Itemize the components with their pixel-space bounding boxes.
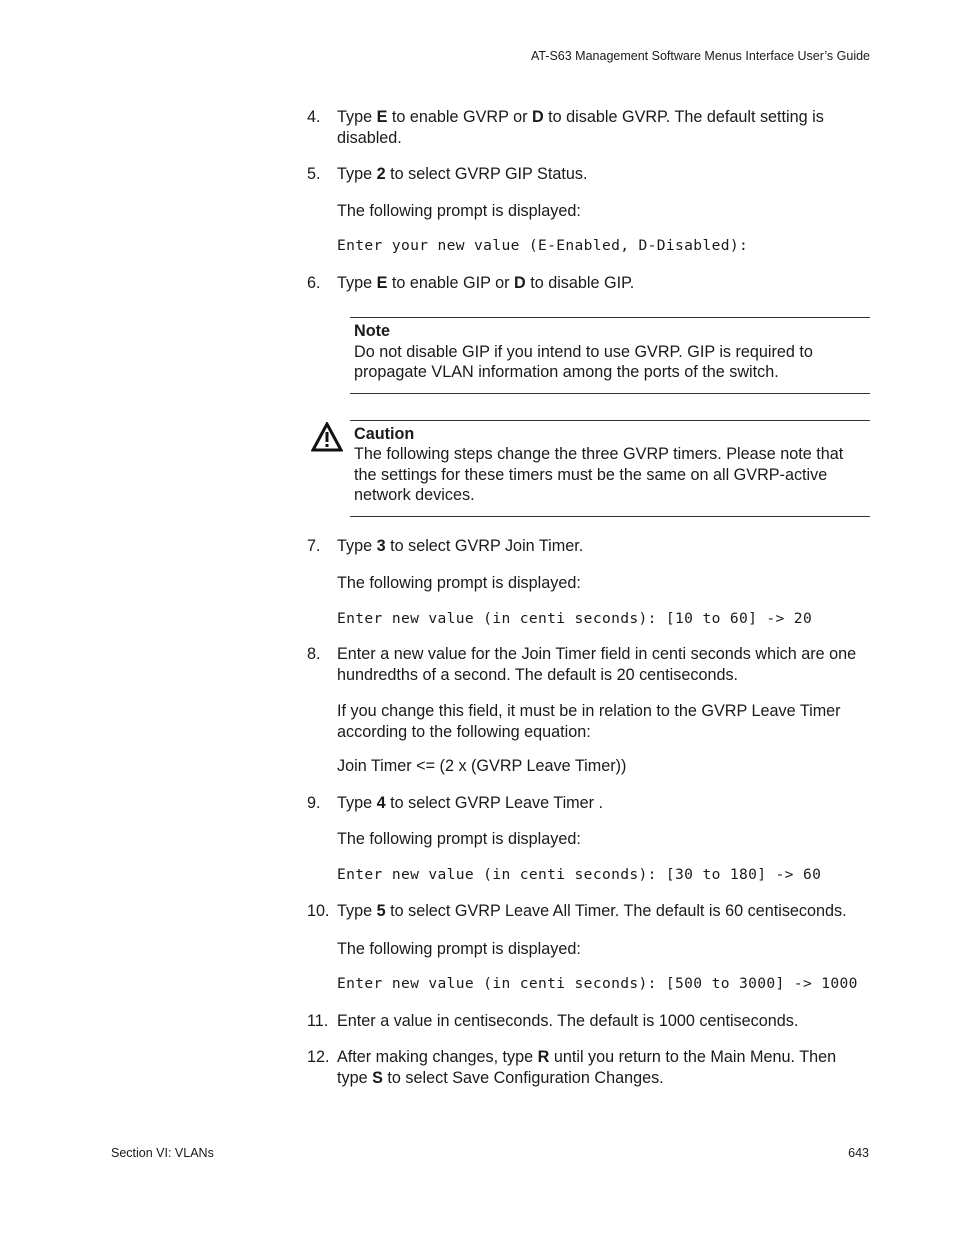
key-r: R xyxy=(537,1048,550,1066)
step-text: to select GVRP Leave Timer . xyxy=(385,793,604,812)
step-8 xyxy=(307,644,870,685)
running-header: AT-S63 Management Software Menus Interface User’s Guide xyxy=(530,49,870,63)
note-title: Note xyxy=(354,322,390,340)
step-text: to select GVRP Join Timer. xyxy=(385,536,584,555)
step-number: 6. xyxy=(307,273,321,292)
prompt-intro: The following prompt is displayed: xyxy=(337,201,581,220)
key-3: 3 xyxy=(376,536,386,555)
key-d: D xyxy=(531,108,544,126)
step-text: Type xyxy=(337,536,377,555)
warning-icon xyxy=(311,422,343,452)
step-number: 12. xyxy=(307,1048,330,1066)
step-text: to select GVRP GIP Status. xyxy=(385,165,588,183)
step-8-detail: If you change this field, it must be in relation to the GVRP Leave Timer according to the following equation: xyxy=(337,702,841,741)
caution-title: Caution xyxy=(354,424,415,443)
step-7 xyxy=(307,536,870,557)
page-number: 643 xyxy=(848,1146,869,1160)
step-5 xyxy=(307,164,870,185)
prompt-intro: The following prompt is displayed: xyxy=(337,939,581,958)
step-text: until you return to the Main Menu. Then type xyxy=(337,1048,837,1087)
step-text: to enable GIP or xyxy=(387,273,514,292)
step-text: to disable GIP. xyxy=(525,273,635,292)
key-e: E xyxy=(376,108,388,126)
step-number: 10. xyxy=(307,902,330,920)
note-text: Do not disable GIP if you intend to use GVRP. GIP is required to propagate VLAN information among the ports of the switch. xyxy=(354,342,813,381)
step-text: Type xyxy=(337,902,377,920)
caution-block xyxy=(307,420,870,517)
step-text: to select Save Configuration Changes. xyxy=(382,1068,664,1087)
step-number: 11. xyxy=(307,1011,329,1030)
step-10 xyxy=(307,901,870,922)
step-text: Type xyxy=(337,165,377,183)
step-number: 4. xyxy=(307,108,321,126)
footer-section: Section VI: VLANs xyxy=(111,1146,214,1160)
step-number: 9. xyxy=(307,793,321,812)
key-e: E xyxy=(376,273,388,292)
step-text: to select GVRP Leave All Timer. The default is 60 centiseconds. xyxy=(385,902,847,920)
step-12 xyxy=(307,1047,870,1088)
step-text: Type xyxy=(337,273,377,292)
caution-text: The following steps change the three GVRP timers. Please note that the settings for these timers must be the same on all GVRP-active network devices. xyxy=(354,445,844,504)
step-text: After making changes, type xyxy=(337,1048,538,1066)
step-number: 7. xyxy=(307,536,321,555)
note-box xyxy=(350,317,870,394)
step-text: Type xyxy=(337,108,377,126)
step-text: to disable GVRP. The default setting is disabled. xyxy=(337,108,824,147)
step-number: 5. xyxy=(307,165,321,183)
prompt-join-timer: Enter new value (in centi seconds): [10 to 60] -> 20 xyxy=(337,609,813,627)
key-4: 4 xyxy=(376,793,386,812)
step-6 xyxy=(307,273,870,294)
step-4 xyxy=(307,107,870,148)
key-5: 5 xyxy=(376,902,386,920)
step-text: Enter a value in centiseconds. The default is 1000 centiseconds. xyxy=(337,1011,799,1030)
step-number: 8. xyxy=(307,645,321,663)
prompt-intro: The following prompt is displayed: xyxy=(337,574,581,592)
key-s: S xyxy=(372,1068,383,1087)
prompt-intro: The following prompt is displayed: xyxy=(337,830,581,848)
prompt-leave-all-timer: Enter new value (in centi seconds): [500 to 3000] -> 1000 xyxy=(337,975,858,992)
step-text: Type xyxy=(337,793,377,812)
key-2: 2 xyxy=(376,165,386,183)
key-d: D xyxy=(514,273,526,292)
step-text: to enable GVRP or xyxy=(387,108,532,126)
prompt-gip-status: Enter your new value (E-Enabled, D-Disabled): xyxy=(337,237,749,254)
step-11 xyxy=(307,1011,870,1032)
join-timer-equation: Join Timer <= (2 x (GVRP Leave Timer)) xyxy=(337,757,627,775)
prompt-leave-timer: Enter new value (in centi seconds): [30 to 180] -> 60 xyxy=(337,865,822,883)
caution-box xyxy=(350,420,870,517)
step-text: Enter a new value for the Join Timer field in centi seconds which are one hundredths of a second. The default is 20 centiseconds. xyxy=(337,645,857,684)
step-9 xyxy=(307,793,870,814)
main-content xyxy=(307,107,870,1088)
